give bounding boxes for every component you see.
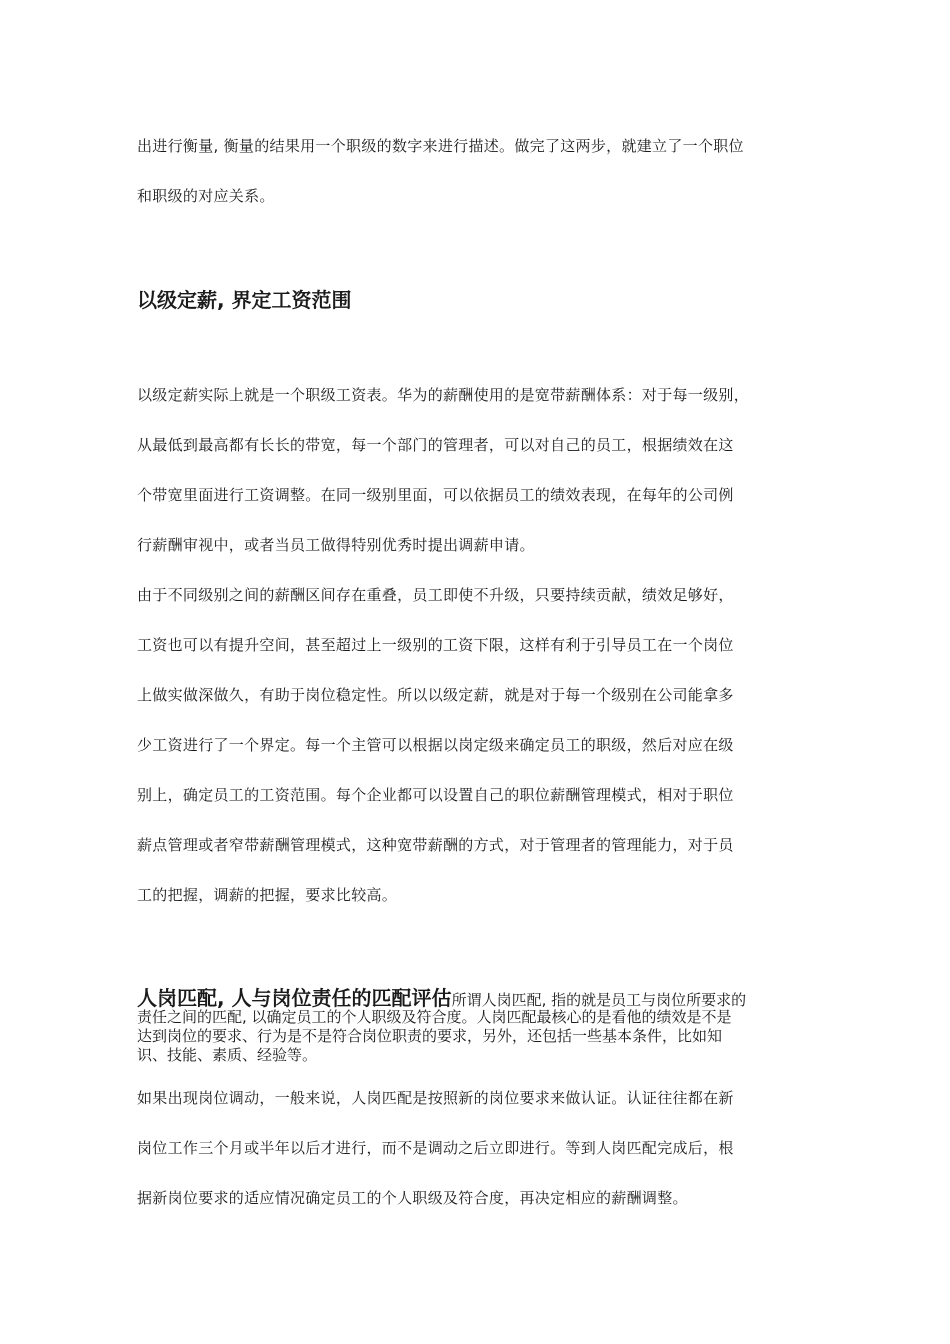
section-heading-job-matching: 人岗匹配, 人与岗位责任的匹配评估 xyxy=(137,986,452,1010)
paragraph-line: 上做实做深做久，有助于岗位稳定性。所以以级定薪，就是对于每一个级别在公司能拿多 xyxy=(137,686,734,704)
inline-paragraph-start: 所谓人岗匹配, 指的就是员工与岗位所要求的 xyxy=(451,991,747,1009)
paragraph-line: 如果出现岗位调动，一般来说，人岗匹配是按照新的岗位要求来做认证。认证往往都在新 xyxy=(137,1089,734,1107)
paragraph-line: 个带宽里面进行工资调整。在同一级别里面，可以依据员工的绩效表现，在每年的公司例 xyxy=(137,486,734,504)
paragraph-line: 工资也可以有提升空间，甚至超过上一级别的工资下限，这样有利于引导员工在一个岗位 xyxy=(137,636,734,654)
paragraph-line: 薪点管理或者窄带薪酬管理模式，这种宽带薪酬的方式，对于管理者的管理能力，对于员 xyxy=(137,836,734,854)
paragraph-line: 工的把握，调薪的把握，要求比较高。 xyxy=(137,886,398,904)
paragraph-line: 达到岗位的要求、行为是不是符合岗位职责的要求，另外，还包括一些基本条件，比如知 xyxy=(137,1027,723,1045)
paragraph-line: 从最低到最高都有长长的带宽，每一个部门的管理者，可以对自己的员工，根据绩效在这 xyxy=(137,436,734,454)
paragraph-line: 少工资进行了一个界定。每一个主管可以根据以岗定级来确定员工的职级，然后对应在级 xyxy=(137,736,734,754)
intro-line-1: 出进行衡量, 衡量的结果用一个职级的数字来进行描述。做完了这两步，就建立了一个职位 xyxy=(137,137,744,155)
paragraph-line: 由于不同级别之间的薪酬区间存在重叠，员工即使不升级，只要持续贡献，绩效足够好， xyxy=(137,586,734,604)
paragraph-line: 岗位工作三个月或半年以后才进行，而不是调动之后立即进行。等到人岗匹配完成后，根 xyxy=(137,1139,734,1157)
section-heading-salary-by-grade: 以级定薪, 界定工资范围 xyxy=(137,288,352,312)
paragraph-line: 别上，确定员工的工资范围。每个企业都可以设置自己的职位薪酬管理模式，相对于职位 xyxy=(137,786,734,804)
paragraph-line: 识、技能、素质、经验等。 xyxy=(137,1046,318,1064)
paragraph-line: 以级定薪实际上就是一个职级工资表。华为的薪酬使用的是宽带薪酬体系：对于每一级别， xyxy=(137,386,750,404)
paragraph-line: 行薪酬审视中，或者当员工做得特别优秀时提出调薪申请。 xyxy=(137,536,535,554)
paragraph-line: 责任之间的匹配, 以确定员工的个人职级及符合度。人岗匹配最核心的是看他的绩效是不是 xyxy=(137,1008,732,1026)
paragraph-line: 据新岗位要求的适应情况确定员工的个人职级及符合度，再决定相应的薪酬调整。 xyxy=(137,1189,688,1207)
intro-line-2: 和职级的对应关系。 xyxy=(137,187,275,205)
